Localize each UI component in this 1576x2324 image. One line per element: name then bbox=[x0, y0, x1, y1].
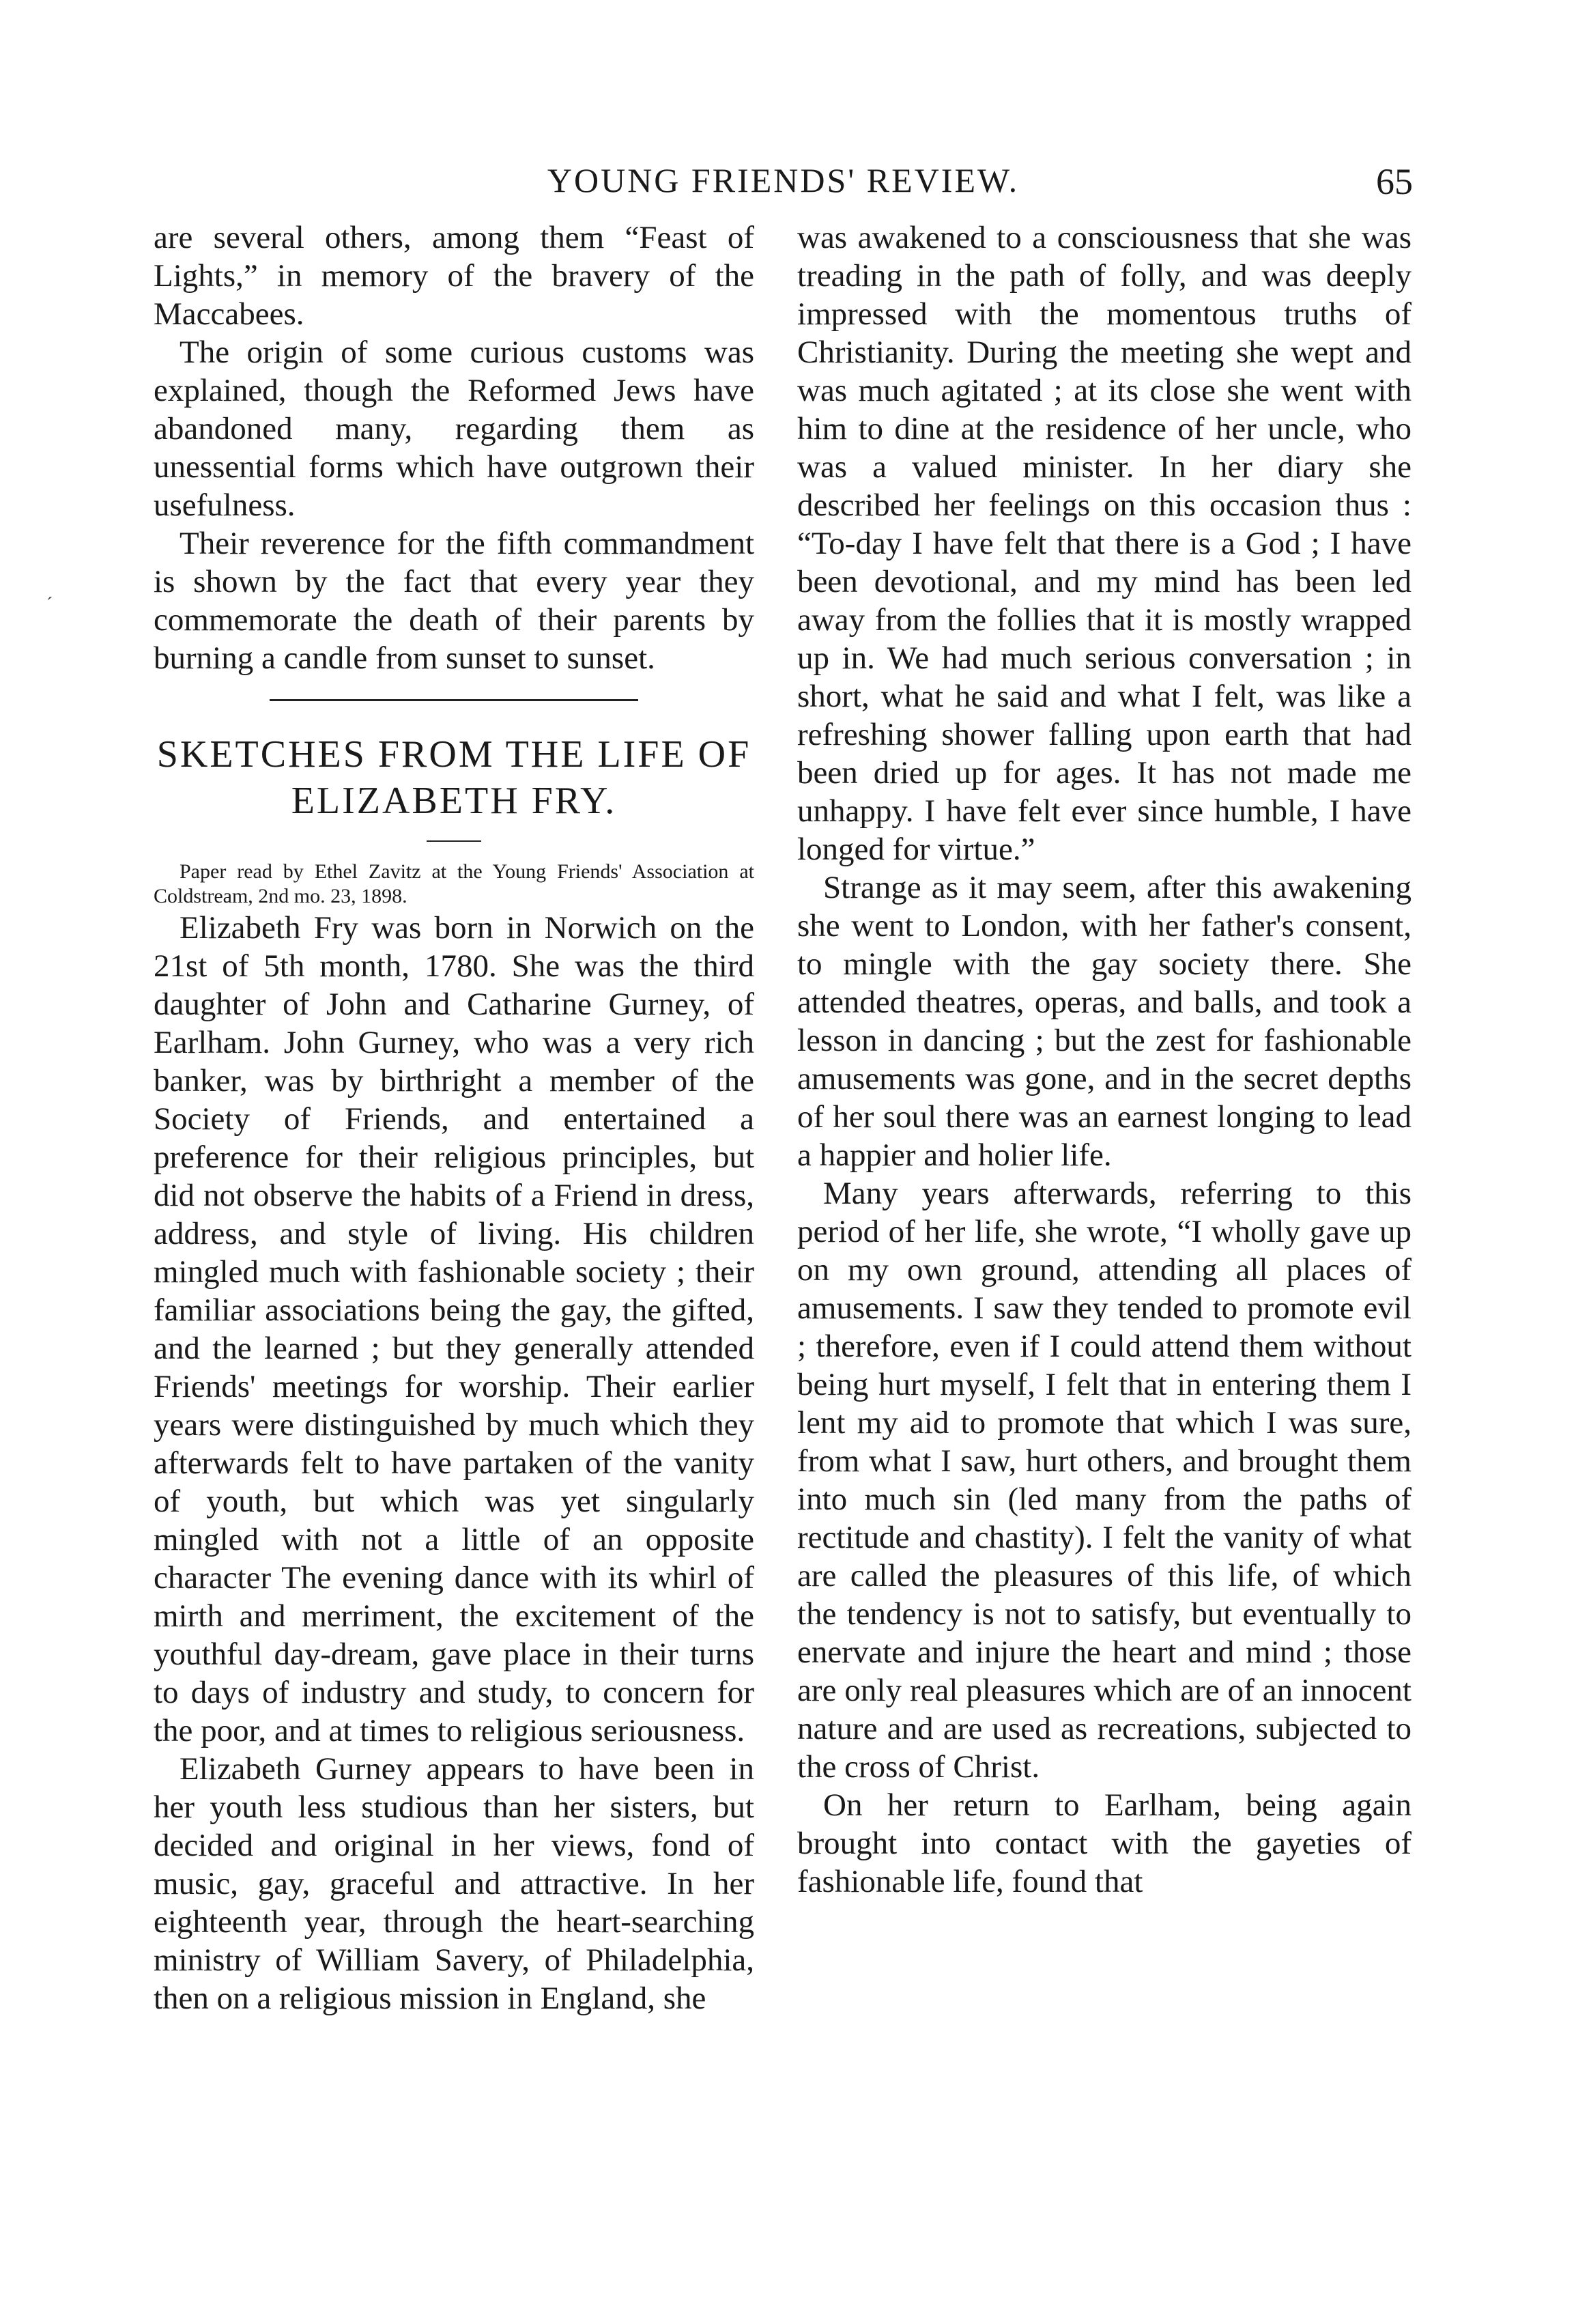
byline: Paper read by Ethel Zavitz at the Young Friends' Association at Coldstream, 2nd mo. 23, 1898. bbox=[154, 860, 754, 907]
page-number: 65 bbox=[1376, 161, 1413, 202]
margin-mark: ˊ bbox=[46, 594, 53, 615]
paragraph: Many years afterwards, referring to this period of her life, she wrote, “I wholly gave up on my own ground, attending all places of amusements. I saw they tended to promote evil ; therefore, even if I could attend them without being hurt myself, I felt that in entering them I lent my aid to promote that which I was sure, from what I saw, hurt others, and brought them into much sin (led many from the paths of rectitude and chastity). I felt the vanity of what are called the pleasures of this life, of which the tendency is not to satisfy, but eventually to enervate and injure the heart and mind ; those are only real pleasures which are of an innocent nature and are used as recreations, subjected to the cross of Christ. bbox=[797, 1176, 1412, 1785]
paragraph: are several others, among them “Feast of Lights,” in memory of the bravery of the Maccabees. bbox=[154, 220, 754, 332]
running-title: YOUNG FRIENDS' REVIEW. bbox=[547, 161, 1020, 199]
running-head bbox=[154, 160, 1413, 215]
right-column bbox=[797, 218, 1412, 1901]
paragraph: was awakened to a consciousness that she was treading in the path of folly, and was deeply impressed with the momentous truths of Christianity. During the meeting she wept and was much agitated ; at its close she went with him to dine at the residence of her uncle, who was a valued minister. In her diary she described her feelings on this occasion thus : “To-day I have felt that there is a God ; I have been devotional, and my mind has been led away from the follies that it is mostly wrapped up in. We had much serious conversation ; in short, what he said and what I felt, was like a refreshing shower falling upon earth that had been dried up for ages. It has not made me unhappy. I have felt ever since humble, I have longed for virtue.” bbox=[797, 220, 1412, 867]
paragraph: Elizabeth Fry was born in Norwich on the 21st of 5th month, 1780. She was the third daughter of John and Catharine Gurney, of Earlham. John Gurney, who was a very rich banker, was by birthright a member of the Society of Friends, and entertained a preference for their religious principles, but did not observe the habits of a Friend in dress, address, and style of living. His children mingled much with fashionable society ; their familiar associations being the gay, the gifted, and the learned ; but they generally attended Friends' meetings for worship. Their earlier years were distinguished by much which they afterwards felt to have partaken of the vanity of youth, but which was yet singularly mingled with not a little of an opposite character The evening dance with its whirl of mirth and merriment, the excitement of the youthful day-dream, gave place in their turns to days of industry and study, to concern for the poor, and at times to religious seriousness. bbox=[154, 910, 754, 1748]
section-title bbox=[154, 731, 754, 824]
section-divider bbox=[270, 699, 638, 701]
title-dash bbox=[427, 840, 481, 842]
paragraph: On her return to Earlham, being again brought into contact with the gayeties of fashionable life, found that bbox=[797, 1787, 1412, 1899]
paragraph: Their reverence for the fifth commandment is shown by the fact that every year they commemorate the death of their parents by burning a candle from sunset to sunset. bbox=[154, 526, 754, 676]
paragraph: Strange as it may seem, after this awakening she went to London, with her father's consent, to mingle with the gay society there. She attended theatres, operas, and balls, and took a lesson in dancing ; but the zest for fashionable amusements was gone, and in the secret depths of her soul there was an earnest longing to lead a happier and holier life. bbox=[797, 870, 1412, 1173]
left-column bbox=[154, 218, 754, 2017]
section-title-line: ELIZABETH FRY. bbox=[291, 780, 617, 822]
section-title-line: SKETCHES FROM THE LIFE OF bbox=[156, 733, 751, 776]
paragraph: Elizabeth Gurney appears to have been in her youth less studious than her sisters, but decided and original in her views, fond of music, gay, graceful and attractive. In her eighteenth year, through the heart-searching ministry of William Savery, of Philadelphia, then on a religious mission in England, she bbox=[154, 1751, 754, 2016]
paragraph: The origin of some curious customs was explained, though the Reformed Jews have abandoned many, regarding them as unessential forms which have outgrown their usefulness. bbox=[154, 335, 754, 523]
